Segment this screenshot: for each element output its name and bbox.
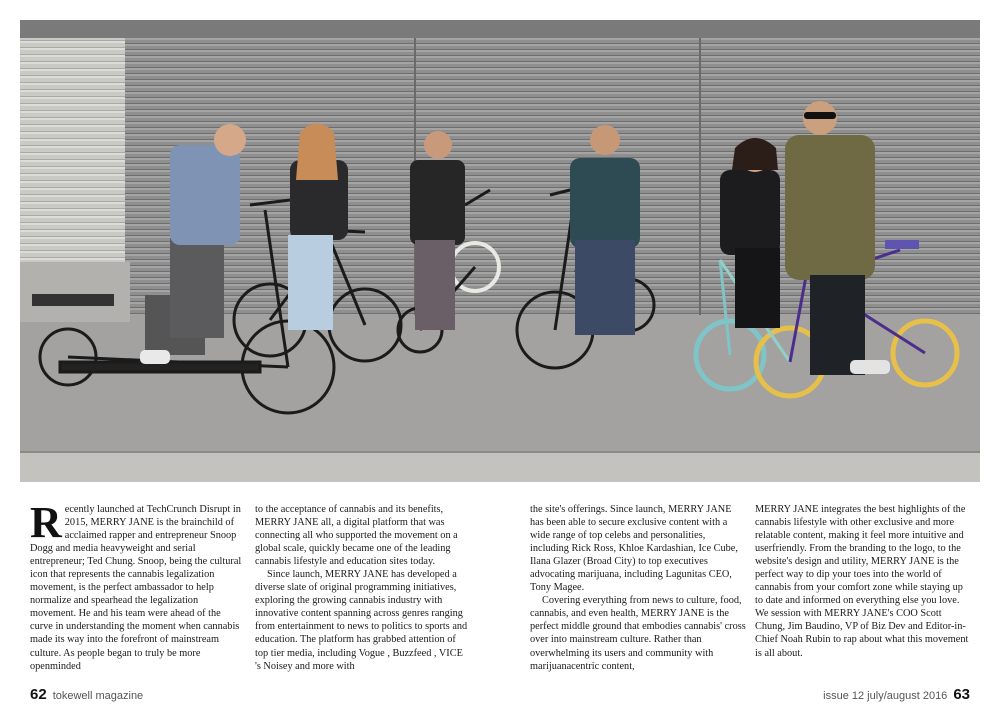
page-number-left: 62 <box>30 686 47 703</box>
photo-illustration <box>20 20 980 482</box>
page-number-right: 63 <box>953 686 970 703</box>
article-column-3 <box>530 503 746 673</box>
article-column-2 <box>255 503 471 673</box>
footer-left <box>30 686 143 703</box>
footer-right <box>823 686 970 703</box>
article-body <box>0 498 1000 683</box>
drop-cap: R <box>30 498 62 547</box>
paragraph: the site's offerings. Since launch, MERRY JANE has been able to secure exclusive content with a wide range of top celebs and personalities, including Rick Ross, Khloe Kardashian, Ice Cube, Ilana Glazer (Broad City) to top executives advocating marijuana, including Lagunitas CEO, Tony Magee. <box>530 504 738 594</box>
light-roller-door <box>20 20 125 265</box>
magazine-name: tokewell magazine <box>52 690 144 702</box>
paragraph: ecently launched at TechCrunch Disrupt in 2015, MERRY JANE is the brainchild of acclaimed rapper and entrepreneur Snoop Dogg and media heavyweight and serial entrepreneur; Ted Chung. Snoop, being the cultural icon that represents the cannabis legalization movement, is the perfect ambassador to help normalize and spearhead the legalization movement. He and his team were ahead of the curve in understanding the moment when cannabis made its way into the forefront of mainstream culture. As people began to truly be more openminded <box>30 504 242 672</box>
paragraph: to the acceptance of cannabis and its benefits, MERRY JANE all, a digital platform that was connecting all who supported the movement on a global scale, quickly became one of the leading cannabis lifestyle and education sites today. <box>255 504 458 568</box>
article-column-4 <box>755 503 971 660</box>
paragraph: Since launch, MERRY JANE has developed a diverse slate of original programming initiatives, exploring the growing cannabis industry with innovative content spanning across genres ranging from entertainment to news to politics to sports and education. The platform has grabbed attention of top tier media, including Vogue , Buzzfeed , VICE 's Noisey and more with <box>255 569 468 672</box>
article-column-1 <box>30 498 246 673</box>
issue-label: issue 12 july/august 2016 <box>823 690 948 702</box>
curb <box>20 452 980 482</box>
paragraph: MERRY JANE integrates the best highlights of the cannabis lifestyle with other exclusive and more relatable content, making it feel more intuitive and userfriendly. From the branding to the logo, to the website's design and utility, MERRY JANE is the perfect way to dip your toes into the world of cannabis from your comfort zone while staying up to date and informed on everything else you love. We session with MERRY JANE's COO Scott Chung, Jim Baudino, VP of Biz Dev and Editor-in-Chief Noah Rubin to rap about what this movement is all about. <box>755 504 969 659</box>
paragraph: Covering everything from news to culture, food, cannabis, and even health, MERRY JANE is the perfect middle ground that embodies cannabis' cross over into mainstream culture. Rather than overwhelming its users and community with marijuanacentric content, <box>530 595 746 672</box>
group-with-bicycles-photo <box>20 20 980 482</box>
